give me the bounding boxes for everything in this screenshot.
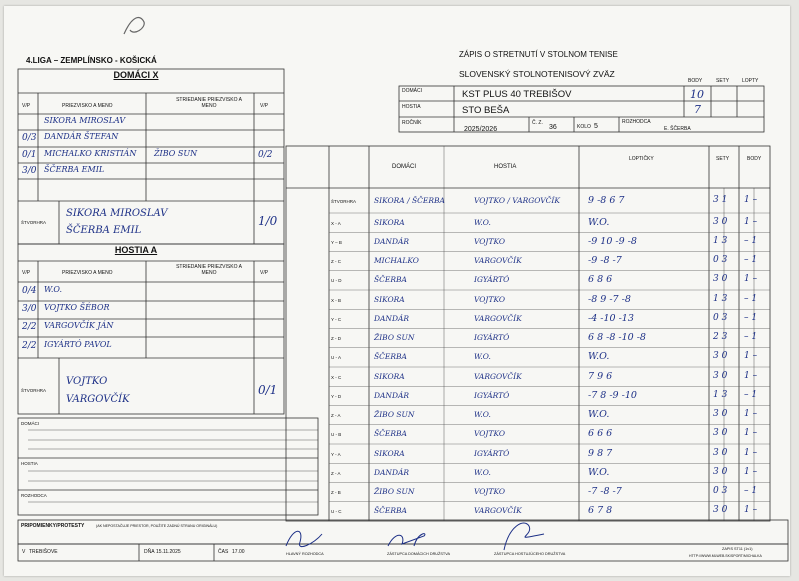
match-code: Y - D <box>331 393 342 399</box>
away-player-name: IGYÁRTÓ PAVOL <box>44 340 112 349</box>
match-code: X - A <box>331 220 341 226</box>
protests-note: (AK NEPOSTAČUJE PRIESTOR, POUŽITE ZADNÚ STRANU ORIGINÁLU) <box>96 524 218 528</box>
notes-domaci-label: DOMÁCI <box>21 421 39 426</box>
home-player-name: MICHALKO KRISTIÁN <box>44 149 137 158</box>
home-col-name: PRIEZVISKO A MENO <box>62 103 113 109</box>
match-head-body: BODY <box>747 156 762 162</box>
match-sets: 3 0 <box>713 505 728 516</box>
match-points: 1 – <box>744 216 758 227</box>
match-balls: W.O. <box>588 466 610 478</box>
match-points: – 1 <box>744 293 758 304</box>
match-head-lopticky: LOPTIČKY <box>629 156 654 162</box>
match-home: ŠČERBA <box>374 506 407 516</box>
away-doubles-name-1: VOJTKO <box>66 376 108 387</box>
match-code: Z - C <box>331 259 341 265</box>
kolo: 5 <box>594 123 598 130</box>
match-balls: -9 -8 -7 <box>588 255 622 267</box>
match-home: SIKORA <box>374 448 405 458</box>
home-col-sub: STRIEDANIE PRIEZVISKO A MENO <box>176 97 242 109</box>
match-balls: -7 -8 -7 <box>588 486 622 498</box>
footer-date: 15.11.2025 <box>156 549 181 555</box>
match-sets: 1 3 <box>713 389 728 400</box>
match-sets: 3 0 <box>713 351 728 362</box>
col-body: BODY <box>688 78 703 84</box>
match-home: MICHALKO <box>374 256 419 266</box>
match-away: IGYÁRTÓ <box>474 390 510 400</box>
home-col-vp2: V/P <box>260 103 269 109</box>
footer-time-label: ČAS <box>218 549 229 555</box>
match-code: Y - C <box>331 316 342 322</box>
match-sets: 1 3 <box>713 293 728 304</box>
match-points: 1 – <box>744 505 758 516</box>
match-points: 1 – <box>744 274 758 285</box>
match-sets: 1 3 <box>713 235 728 246</box>
match-balls: 7 9 6 <box>588 370 613 382</box>
match-balls: -8 9 -7 -8 <box>588 293 631 305</box>
match-sets: 0 3 <box>713 312 728 323</box>
match-balls: 6 6 6 <box>588 428 613 440</box>
home-doubles-name-2: ŠČERBA EMIL <box>66 225 142 236</box>
home-player-name: DANDÁR ŠTEFAN <box>44 132 119 141</box>
home-doubles-name-1: SIKORA MIROSLAV <box>66 208 168 219</box>
footer-url: HTTP://WWW.MLWEB.SK/SPORT/MICHALKA <box>689 554 762 558</box>
match-away: VOJTKO <box>474 294 505 304</box>
away-doubles-label: ŠTVORHRA <box>21 388 47 393</box>
home-col-vp: V/P <box>22 103 31 109</box>
home-player-vp: 0/1 <box>22 150 37 160</box>
match-sets: 0 3 <box>713 255 728 266</box>
match-sets: 3 0 <box>713 409 728 420</box>
match-points: – 1 <box>744 235 758 246</box>
home-player-vp: 3/0 <box>22 166 37 176</box>
cz-label: Č. Z. <box>532 120 543 126</box>
match-code: X - C <box>331 374 342 380</box>
kolo-label: KOLO <box>577 124 591 130</box>
footer-place: TREBIŠOVE <box>29 549 58 555</box>
home-player-name: ŠČERBA EMIL <box>44 165 105 174</box>
match-points: 1 – <box>744 194 758 205</box>
match-points: – 1 <box>744 486 758 497</box>
match-points: 1 – <box>744 428 758 439</box>
match-away: VARGOVČÍK <box>474 256 522 266</box>
match-sets: 3 0 <box>713 466 728 477</box>
match-home: ŠČERBA <box>374 429 407 439</box>
away-player-vp: 3/0 <box>22 304 37 314</box>
notes-rozhodca-label: ROZHODCA <box>21 493 47 498</box>
match-balls: -4 -10 -13 <box>588 312 634 324</box>
match-away: VOJTKO / VARGOVČÍK <box>474 195 560 205</box>
match-sets: 3 0 <box>713 370 728 381</box>
match-balls: -7 8 -9 -10 <box>588 389 637 401</box>
rocnik: 2025/2026 <box>464 126 498 133</box>
hostia-label: HOSTIA <box>402 104 421 110</box>
domaci-team: KST PLUS 40 TREBIŠOV <box>462 89 572 100</box>
match-away: VOJTKO <box>474 236 505 246</box>
domaci-body: 10 <box>690 88 704 101</box>
match-home: ŽIBO SUN <box>374 410 415 420</box>
match-points: – 1 <box>744 389 758 400</box>
footer-sig-ref: HLAVNÝ ROZHODCA <box>286 552 324 556</box>
match-points: 1 – <box>744 351 758 362</box>
match-away: W.O. <box>474 467 491 477</box>
away-player-vp: 2/2 <box>22 322 37 332</box>
match-away: W.O. <box>474 352 491 362</box>
match-code: Z - B <box>331 490 341 496</box>
away-player-name: VOJTKO ŠÉBOR <box>44 303 110 312</box>
col-sety: SETY <box>716 78 730 84</box>
match-sets: 3 1 <box>713 194 728 205</box>
match-code: U - A <box>331 355 342 361</box>
home-player-vp2: 0/2 <box>258 150 273 160</box>
match-balls: 6 8 6 <box>588 274 613 286</box>
away-player-vp: 2/2 <box>22 341 37 351</box>
match-away: VOJTKO <box>474 487 505 497</box>
home-block-title: DOMÁCI X <box>113 70 159 80</box>
home-player-name: SIKORA MIROSLAV <box>44 116 126 125</box>
match-away: W.O. <box>474 410 491 420</box>
match-balls: 9 8 7 <box>588 447 613 459</box>
match-away: VOJTKO <box>474 429 505 439</box>
match-balls: W.O. <box>588 351 610 363</box>
footer-sig-home: ZÁSTUPCA DOMÁCICH DRUŽSTVA <box>387 552 451 556</box>
hostia-team: STO BEŠA <box>462 105 510 116</box>
away-doubles-name-2: VARGOVČÍK <box>66 394 130 405</box>
match-sets: 3 0 <box>713 274 728 285</box>
rozhodca: E. ŠČERBA <box>664 126 691 132</box>
match-code: Y – B <box>331 239 342 245</box>
match-points: 1 – <box>744 466 758 477</box>
home-player-vp: 0/3 <box>22 133 37 143</box>
match-home: DANDÁR <box>374 467 410 477</box>
away-player-name: VARGOVČÍK JÁN <box>44 321 114 330</box>
match-home: ŠČERBA <box>374 352 407 362</box>
match-code: Z - D <box>331 336 341 342</box>
match-home: DANDÁR <box>374 313 410 323</box>
match-home: SIKORA <box>374 371 405 381</box>
league-title: 4.LIGA – ZEMPLÍNSKO - KOŠICKÁ <box>26 56 157 65</box>
hostia-body: 7 <box>694 103 701 116</box>
notes-hostia-label: HOSTIA <box>21 461 38 466</box>
match-home: ŽIBO SUN <box>374 487 415 497</box>
match-head-hostia: HOSTIA <box>494 164 517 170</box>
col-lopty: LOPTY <box>742 78 759 84</box>
match-away: IGYÁRTÓ <box>474 448 510 458</box>
match-away: IGYÁRTÓ <box>474 275 510 285</box>
form-title: ZÁPIS O STRETNUTÍ V STOLNOM TENISE <box>459 50 618 59</box>
match-code: Z - A <box>331 470 341 476</box>
match-points: – 1 <box>744 255 758 266</box>
match-home: ŠČERBA <box>374 275 407 285</box>
match-sets: 3 0 <box>713 447 728 458</box>
match-head-sety: SETY <box>716 156 730 162</box>
match-code: U - B <box>331 432 342 438</box>
match-balls: 6 8 -8 -10 -8 <box>588 332 646 344</box>
match-home: SIKORA / ŠČERBA <box>374 195 445 205</box>
match-home: DANDÁR <box>374 390 410 400</box>
away-col-name: PRIEZVISKO A MENO <box>62 270 113 276</box>
match-points: 1 – <box>744 409 758 420</box>
home-player-sub: ŽIBO SUN <box>154 149 198 158</box>
match-points: 1 – <box>744 447 758 458</box>
match-code: Z - A <box>331 413 341 419</box>
match-code: U - D <box>331 278 342 284</box>
match-sets: 2 3 <box>713 332 728 343</box>
away-doubles-vp: 0/1 <box>258 383 278 397</box>
match-balls: 9 -8 6 7 <box>588 194 625 206</box>
home-doubles-vp: 1/0 <box>258 214 278 228</box>
match-away: VARGOVČÍK <box>474 371 522 381</box>
match-code: ŠTVORHRA <box>331 198 357 204</box>
footer-sig-away: ZÁSTUPCA HOSTUJÚCEHO DRUŽSTVA <box>494 552 566 556</box>
match-away: VARGOVČÍK <box>474 506 522 516</box>
footer-form-code: ZAPIS ST11 (1v1) <box>722 547 753 551</box>
match-balls: W.O. <box>588 216 610 228</box>
match-code: Y - A <box>331 451 341 457</box>
footer-place-label: V <box>22 549 26 555</box>
away-col-vp: V/P <box>22 270 31 276</box>
rocnik-label: ROČNÍK <box>402 120 422 126</box>
match-code: U - C <box>331 509 342 515</box>
match-points: – 1 <box>744 332 758 343</box>
match-head-domaci: DOMÁCI <box>392 164 416 170</box>
cz: 36 <box>549 124 557 131</box>
match-home: SIKORA <box>374 217 405 227</box>
match-away: IGYÁRTÓ <box>474 333 510 343</box>
away-player-name: W.O. <box>44 285 62 294</box>
match-home: ŽIBO SUN <box>374 333 415 343</box>
protests-label: PRIPOMIENKY/PROTESTY <box>21 523 85 529</box>
match-balls: W.O. <box>588 409 610 421</box>
away-col-vp2: V/P <box>260 270 269 276</box>
match-balls: 6 7 8 <box>588 505 613 517</box>
footer-date-label: DŇA <box>144 549 155 555</box>
score-sheet <box>4 6 790 576</box>
match-sets: 0 3 <box>713 486 728 497</box>
rozhodca-label: ROZHODCA <box>622 119 651 125</box>
domaci-label: DOMÁCI <box>402 88 422 94</box>
home-doubles-label: ŠTVORHRA <box>21 220 47 225</box>
match-sets: 3 0 <box>713 428 728 439</box>
match-away: VARGOVČÍK <box>474 313 522 323</box>
match-balls: -9 10 -9 -8 <box>588 235 637 247</box>
form-federation: SLOVENSKÝ STOLNOTENISOVÝ ZVÄZ <box>459 69 615 79</box>
away-col-sub: STRIEDANIE PRIEZVISKO A MENO <box>176 264 242 276</box>
footer-time: 17.00 <box>232 549 245 555</box>
match-code: X - B <box>331 297 342 303</box>
match-home: DANDÁR <box>374 236 410 246</box>
away-block-title: HOSTIA A <box>114 245 158 255</box>
match-away: W.O. <box>474 217 491 227</box>
away-player-vp: 0/4 <box>22 286 37 296</box>
match-home: SIKORA <box>374 294 405 304</box>
match-points: – 1 <box>744 312 758 323</box>
match-points: 1 – <box>744 370 758 381</box>
match-sets: 3 0 <box>713 216 728 227</box>
